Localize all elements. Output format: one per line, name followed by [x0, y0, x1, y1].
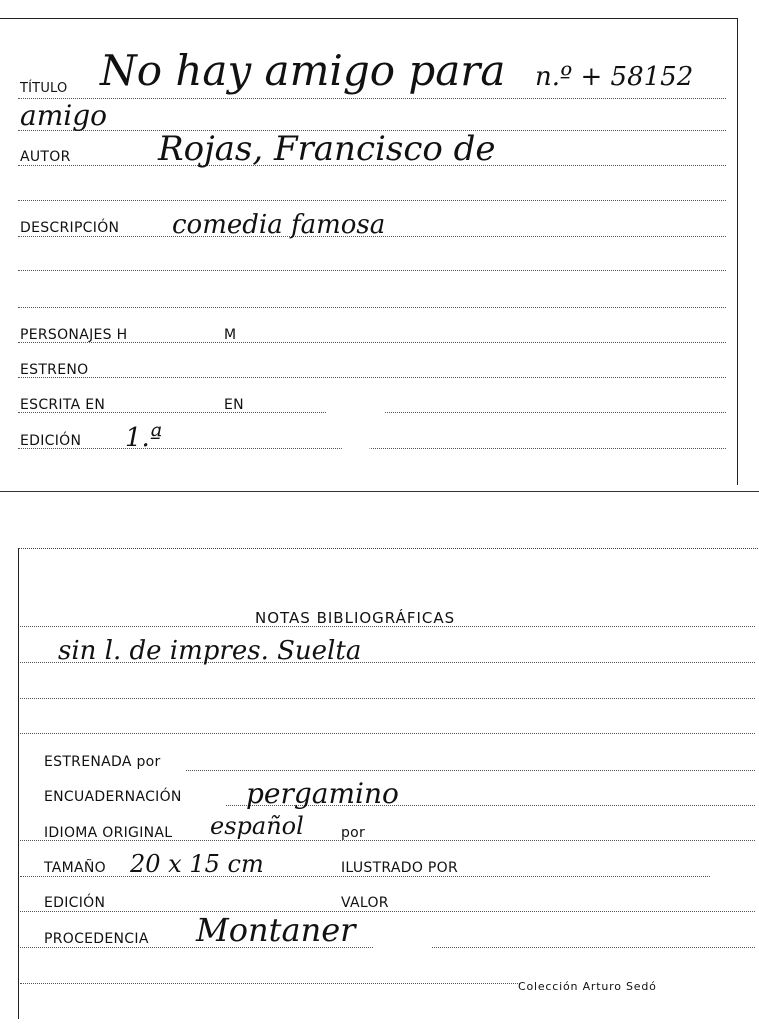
edicion-label: EDICIÓN [20, 433, 82, 449]
estrenada-label: ESTRENADA por [44, 754, 161, 770]
escrita-label: ESCRITA EN [20, 397, 106, 413]
procedencia-label: PROCEDENCIA [44, 931, 149, 947]
tamano-value: 20 x 15 cm [130, 850, 264, 878]
titulo-label: TÍTULO [20, 81, 68, 96]
procedencia-value: Montaner [196, 911, 356, 949]
escrita-en-label: EN [224, 397, 244, 413]
card-divider [0, 491, 759, 492]
erased-blot [326, 388, 386, 452]
encuadernacion-value: pergamino [246, 777, 399, 810]
rule-tamano [20, 876, 710, 877]
idioma-por-label: por [341, 825, 366, 841]
idioma-label: IDIOMA ORIGINAL [44, 825, 173, 841]
autor-value: Rojas, Francisco de [158, 129, 496, 169]
catalogue-number: n.º + 58152 [535, 62, 694, 92]
titulo-value-continued: amigo [20, 99, 107, 132]
rule-blank-2 [18, 270, 726, 271]
ilustrado-label: ILUSTRADO POR [341, 860, 458, 876]
estreno-label: ESTRENO [20, 362, 89, 378]
personajes-label: PERSONAJES H [20, 327, 128, 343]
rule-notas [20, 626, 755, 627]
notas-heading: NOTAS BIBLIOGRÁFICAS [255, 609, 456, 627]
rule-estreno [18, 377, 726, 378]
rule-blank-1 [18, 200, 726, 201]
edicion-back-label: EDICIÓN [44, 895, 106, 911]
rule-footer [20, 983, 520, 984]
autor-label: AUTOR [20, 149, 71, 165]
descripcion-label: DESCRIPCIÓN [20, 220, 120, 236]
descripcion-value: comedia famosa [172, 210, 386, 240]
personajes-m-label: M [224, 327, 237, 343]
collection-footer: Colección Arturo Sedó [518, 980, 657, 993]
rule-estrenada [186, 770, 755, 771]
rule-blank-3 [18, 307, 726, 308]
rule-blank-5 [20, 733, 755, 734]
idioma-value: español [210, 812, 304, 840]
notas-value: sin l. de impres. Suelta [58, 636, 362, 666]
edicion-value: 1.ª [125, 423, 163, 453]
valor-label: VALOR [341, 895, 389, 911]
erased-blot-back [374, 918, 432, 978]
rule-blank-4 [20, 698, 755, 699]
rule-titulo [18, 98, 726, 99]
tamano-label: TAMAÑO [44, 860, 106, 876]
rule-edicion-back [20, 911, 755, 912]
titulo-value: No hay amigo para [100, 46, 506, 95]
encuadernacion-label: ENCUADERNACIÓN [44, 789, 182, 805]
